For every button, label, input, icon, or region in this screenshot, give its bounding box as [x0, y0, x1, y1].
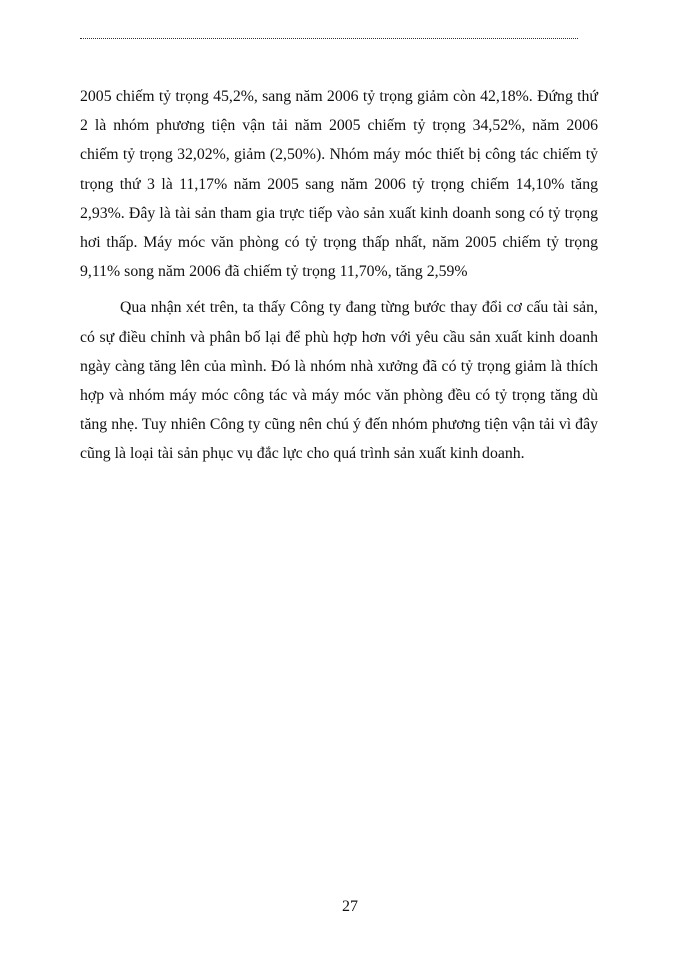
- header-dotted-rule: [80, 38, 578, 39]
- body-text: [80, 82, 598, 469]
- page-number: 27: [342, 898, 358, 915]
- paragraph-conclusion: Qua nhận xét trên, ta thấy Công ty đang từng bước thay đổi cơ cấu tài sản, có sự điều chỉnh và phân bố lại để phù hợp hơn với yêu cầu sản xuất kinh doanh ngày càng tăng lên của mình. Đó là nhóm nhà xưởng đã có tỷ trọng giảm là thích hợp và nhóm máy móc công tác và máy móc văn phòng đều có tỷ trọng tăng dù tăng nhẹ. Tuy nhiên Công ty cũng nên chú ý đến nhóm phương tiện vận tải vì đây cũng là loại tài sản phục vụ đắc lực cho quá trình sản xuất kinh doanh.: [80, 299, 598, 463]
- paragraph-asset-structure-analysis: 2005 chiếm tỷ trọng 45,2%, sang năm 2006 tỷ trọng giảm còn 42,18%. Đứng thứ 2 là nhóm phương tiện vận tải năm 2005 chiếm tỷ trọng 34,52%, năm 2006 chiếm tỷ trọng 32,02%, giảm (2,50%). Nhóm máy móc thiết bị công tác chiếm tỷ trọng thứ 3 là 11,17% năm 2005 sang năm 2006 tỷ trọng chiếm 14,10% tăng 2,93%. Đây là tài sản tham gia trực tiếp vào sản xuất kinh doanh song có tỷ trọng hơi thấp. Máy móc văn phòng có tỷ trọng thấp nhất, năm 2005 chiếm tỷ trọng 9,11% song năm 2006 đã chiếm tỷ trọng 11,70%, tăng 2,59%: [80, 88, 598, 281]
